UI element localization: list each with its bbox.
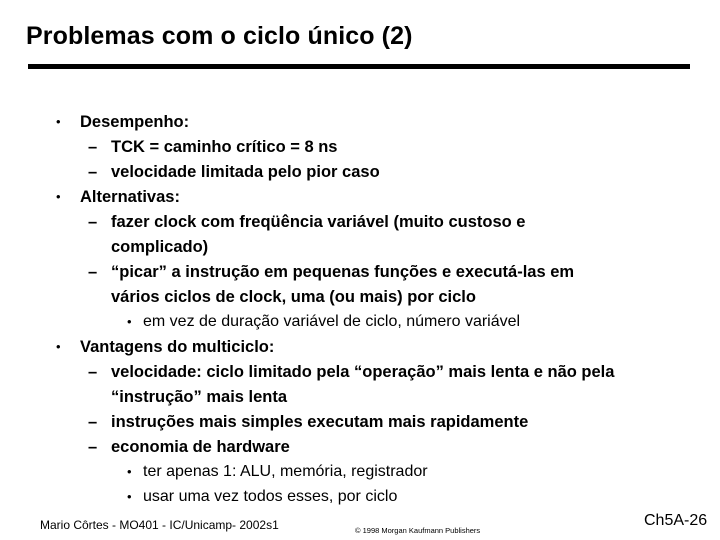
sub-item-text: fazer clock com freqüência variável (muito custoso e xyxy=(111,213,526,231)
sub-sub-item xyxy=(0,485,720,510)
sub-item-line xyxy=(0,260,720,285)
footer-author: Mario Côrtes - MO401 - IC/Unicamp- 2002s1 xyxy=(40,518,279,532)
sub-sub-item-text: usar uma vez todos esses, por ciclo xyxy=(143,488,398,505)
sub-sub-item xyxy=(0,460,720,485)
bullet-marker: • xyxy=(56,189,61,204)
dash-marker: – xyxy=(88,213,98,231)
title-divider xyxy=(28,64,690,69)
sub-item-line xyxy=(0,235,720,260)
bullet-label: Alternativas: xyxy=(80,188,180,206)
sub-item-text: instruções mais simples executam mais rapidamente xyxy=(111,413,529,431)
dash-marker: – xyxy=(88,163,98,181)
sub-item-text: “instrução” mais lenta xyxy=(111,388,288,406)
sub-sub-item-text: ter apenas 1: ALU, memória, registrador xyxy=(143,463,428,480)
sub-item-line xyxy=(0,435,720,460)
sub-item-text: velocidade: ciclo limitado pela “operação” mais lenta e não pela xyxy=(111,363,615,381)
sub-item-text: TCK = caminho crítico = 8 ns xyxy=(111,138,338,156)
dash-marker: – xyxy=(88,363,98,381)
sub-item-line xyxy=(0,285,720,310)
sub-item-text: economia de hardware xyxy=(111,438,290,456)
sub-item-line xyxy=(0,360,720,385)
sub-item-line xyxy=(0,410,720,435)
sub-item-line xyxy=(0,210,720,235)
sub-item-text: velocidade limitada pelo pior caso xyxy=(111,163,380,181)
bullet-item xyxy=(0,335,720,360)
bullet-marker: • xyxy=(56,114,61,129)
slide-title: Problemas com o ciclo único (2) xyxy=(26,22,413,50)
bullet-label: Desempenho: xyxy=(80,113,190,131)
bullet-item xyxy=(0,185,720,210)
dash-marker: – xyxy=(88,138,98,156)
bullet-item xyxy=(0,110,720,135)
sub-item-line xyxy=(0,135,720,160)
dash-marker: – xyxy=(88,413,98,431)
sub-item-text: complicado) xyxy=(111,238,209,256)
sub-bullet-marker: • xyxy=(127,489,132,504)
bullet-label: Vantagens do multiciclo: xyxy=(80,338,275,356)
footer-copyright: © 1998 Morgan Kaufmann Publishers xyxy=(355,526,481,535)
sub-bullet-marker: • xyxy=(127,464,132,479)
sub-item-text: vários ciclos de clock, uma (ou mais) por ciclo xyxy=(111,288,476,306)
dash-marker: – xyxy=(88,263,98,281)
sub-bullet-marker: • xyxy=(127,314,132,329)
footer-page-number: Ch5A-26 xyxy=(644,512,708,529)
slide-content xyxy=(0,110,720,510)
sub-sub-item-text: em vez de duração variável de ciclo, número variável xyxy=(143,313,521,330)
sub-item-line xyxy=(0,385,720,410)
bullet-marker: • xyxy=(56,339,61,354)
dash-marker: – xyxy=(88,438,98,456)
sub-sub-item xyxy=(0,310,720,335)
sub-item-line xyxy=(0,160,720,185)
sub-item-text: “picar” a instrução em pequenas funções e executá-las em xyxy=(111,263,575,281)
